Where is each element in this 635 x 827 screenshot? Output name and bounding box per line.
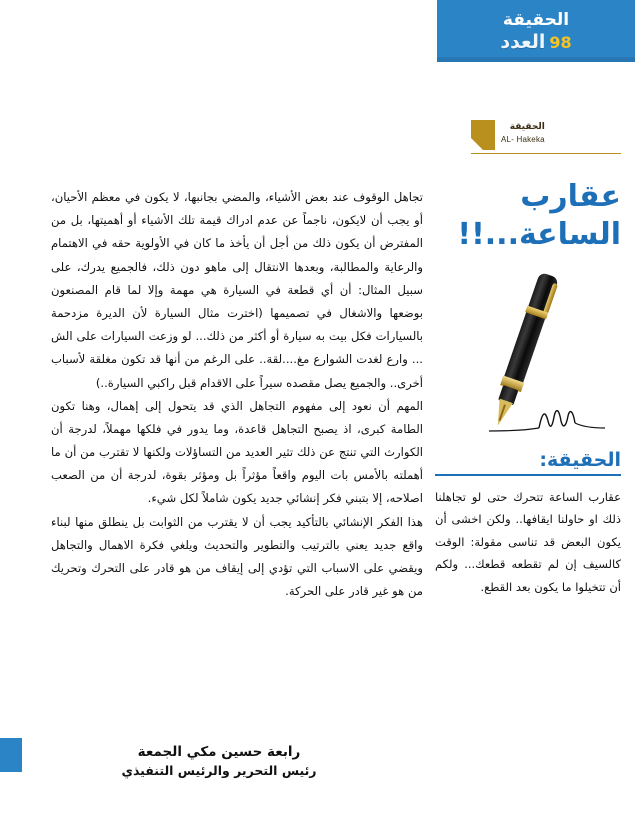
masthead-issue-row	[500, 31, 571, 53]
article-paragraph: هذا الفكر الإنشائي بالتأكيد يجب أن لا يقترب من الثوابت بل ينطلق منها لبناء واقع جديد يعني بالترتيب والتطوير والتحديث ويلغي فكرة الاهمال والتجاهل ويقضي على الاسباب التي تؤدي إلى إيقاف من هو قادر على التحرك وتحريك من هو غير قادر على الحركة.	[51, 514, 423, 599]
byline-author-role: رئيس التحرير والرئيس التنفيذي	[121, 763, 317, 779]
masthead-issue-number: 98	[549, 32, 572, 52]
section-tab-label-en: AL- Hakeka	[501, 134, 545, 144]
section-tab-label-ar: الحقيقة	[509, 122, 545, 132]
highlight-body: عقارب الساعة تتحرك حتى لو تجاهلنا ذلك او حاولنا ايقافها.. ولكن اخشى أن يكون البعض قد تناسى مقولة: الوقت كالسيف إن لم تقطعه قطعك... ولكم أن تتخيلوا ما يكون بعد القطع.	[435, 490, 621, 594]
article-paragraph: تجاهل الوقوف عند بعض الأشياء، والمضي بجانبها، لا يكون في معظم الأحيان، أو يجب أن لايكون، ناجماً عن عدم ادراك قيمة تلك الأشياء أو أهميتها، بل من المفترض أن يكون ذلك من أجل أن يأخذ ما كان في الأولوية حقه في الاهتمام والرعاية والمطالبة، وبعدها الانتقال إلى ماهو دون ذلك، فالجميع يدرك، على سبيل المثال: أن أي قطعة في السيارة هي مهمة وإلا لما قام المصنعون بوضعها والاشغال في تصميمها (اخترت مثال السيارة لأن الديرة مزدحمة بالسيارات فكل بيت به سيارة أو أكثر من ذلك... لو وزعت السيارات على الش ... وارع لغدت الشوارع مغ....لقة.. على الرغم من أنها قد تكون مغلقة لأسباب أخرى.. والجميع يصل مقصده سيراً على الاقدام قبل راكبي السيارة..)	[51, 190, 423, 390]
byline-author-name: رابعة حسين مكي الجمعة	[137, 744, 301, 760]
right-column	[435, 178, 621, 598]
article-body	[51, 186, 423, 603]
masthead-banner	[437, 0, 635, 62]
highlight-heading: الحقيقة:	[435, 449, 621, 476]
masthead-stripe	[437, 57, 635, 62]
bookmark-corner-icon	[471, 120, 495, 150]
section-tab-divider	[471, 153, 621, 154]
signature-squiggle-icon	[487, 401, 607, 435]
masthead-title: الحقيقة	[502, 10, 570, 31]
masthead-issue-label: العدد	[500, 30, 546, 53]
section-tab	[471, 120, 621, 154]
pen-illustration	[435, 259, 621, 449]
masthead-inner	[437, 0, 635, 62]
article-paragraph: المهم أن نعود إلى مفهوم التجاهل الذي قد يتحول إلى إهمال، وهنا تكون الطامة كبرى، اذ يصبح التجاهل قاعدة، وما يدور في فلكها مهملاً، لدرجة أن الكوارث التي تنتج عن ذلك تثير العديد من التساؤلات ولكنها لا تقترب من أن ما أهملته بالأمس بات اليوم واقعاً مؤثراً بل ومؤثر بقوة، لدرجة أن من الصعب اصلاحه، إلا بتبني فكر إنشائي جديد يكون شاملاً لكل شيء.	[51, 398, 423, 506]
page-title: عقارب الساعة...!!	[457, 179, 621, 252]
decorative-corner-block	[0, 738, 22, 772]
section-tab-row	[471, 120, 621, 150]
section-tab-labels	[501, 120, 545, 145]
byline	[69, 742, 369, 781]
